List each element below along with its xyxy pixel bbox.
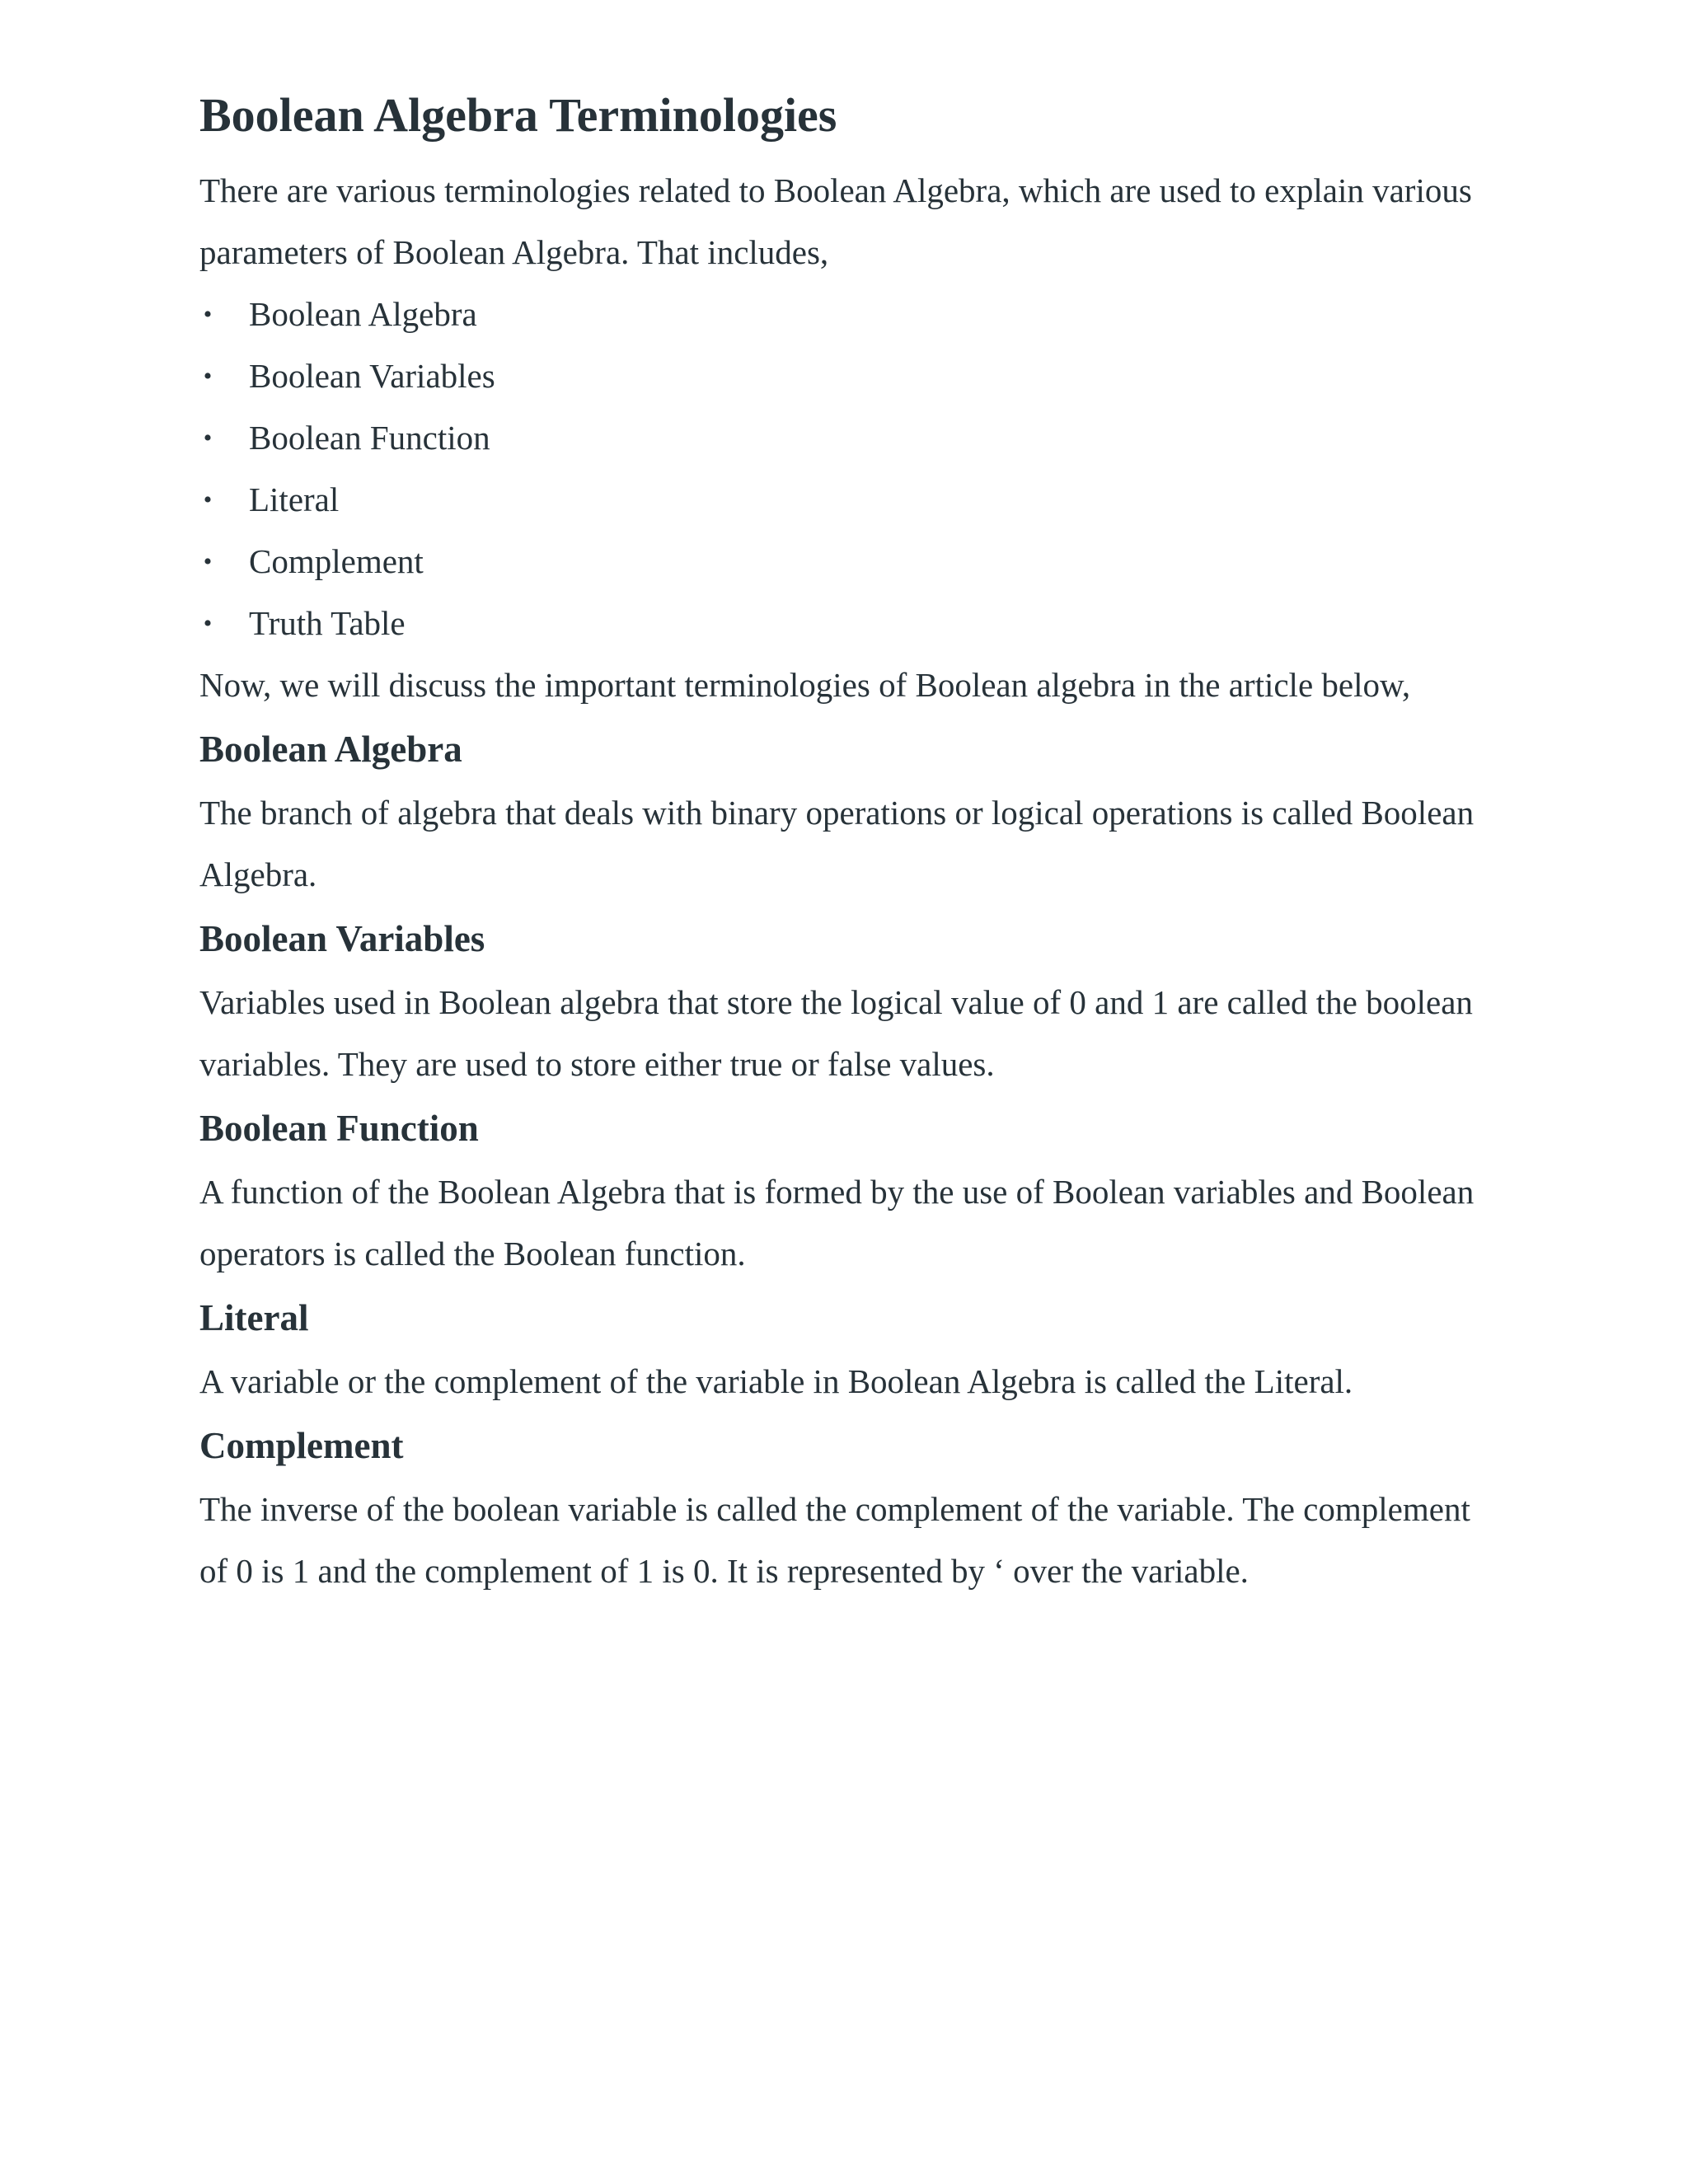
list-item bbox=[199, 469, 1502, 531]
section-body: The inverse of the boolean variable is called the complement of the variable. The complement of 0 is 1 and the complement of 1 is 0. It is represented by ‘ over the variable. bbox=[199, 1490, 1470, 1590]
section-literal bbox=[199, 1285, 1502, 1413]
list-item-label: Literal bbox=[249, 480, 340, 518]
list-item-label: Boolean Function bbox=[249, 419, 490, 457]
terminology-list bbox=[199, 284, 1502, 654]
section-heading: Complement bbox=[199, 1425, 404, 1466]
bullet-icon: • bbox=[203, 548, 213, 575]
list-item bbox=[199, 531, 1502, 593]
section-body: Variables used in Boolean algebra that store the logical value of 0 and 1 are called the boolean variables. They are used to store either true or false values. bbox=[199, 983, 1473, 1083]
transition-paragraph: Now, we will discuss the important terminologies of Boolean algebra in the article below, bbox=[199, 666, 1411, 704]
section-body: A function of the Boolean Algebra that is formed by the use of Boolean variables and Boolean operators is called the Boolean function. bbox=[199, 1173, 1475, 1272]
intro-paragraph: There are various terminologies related to Boolean Algebra, which are used to explain various parameters of Boolean Algebra. That includes, bbox=[199, 171, 1472, 271]
list-item-label: Boolean Variables bbox=[249, 357, 495, 395]
page-title: Boolean Algebra Terminologies bbox=[199, 88, 837, 142]
list-item-label: Boolean Algebra bbox=[249, 295, 477, 333]
list-item-label: Complement bbox=[249, 542, 424, 580]
section-heading: Boolean Function bbox=[199, 1108, 479, 1149]
bullet-icon: • bbox=[203, 363, 213, 390]
section-heading: Boolean Variables bbox=[199, 918, 485, 959]
section-heading: Literal bbox=[199, 1297, 309, 1338]
list-item bbox=[199, 407, 1502, 469]
section-boolean-algebra bbox=[199, 716, 1502, 906]
section-body: A variable or the complement of the variable in Boolean Algebra is called the Literal. bbox=[199, 1362, 1353, 1400]
section-body: The branch of algebra that deals with binary operations or logical operations is called Boolean Algebra. bbox=[199, 794, 1475, 893]
bullet-icon: • bbox=[203, 610, 213, 637]
bullet-icon: • bbox=[203, 424, 213, 452]
bullet-icon: • bbox=[203, 301, 213, 328]
document-page bbox=[199, 82, 1502, 1602]
list-item bbox=[199, 284, 1502, 345]
list-item-label: Truth Table bbox=[249, 604, 406, 642]
section-complement bbox=[199, 1413, 1502, 1602]
list-item bbox=[199, 345, 1502, 407]
bullet-icon: • bbox=[203, 486, 213, 513]
list-item bbox=[199, 593, 1502, 654]
section-boolean-function bbox=[199, 1095, 1502, 1285]
section-heading: Boolean Algebra bbox=[199, 729, 462, 770]
section-boolean-variables bbox=[199, 906, 1502, 1095]
